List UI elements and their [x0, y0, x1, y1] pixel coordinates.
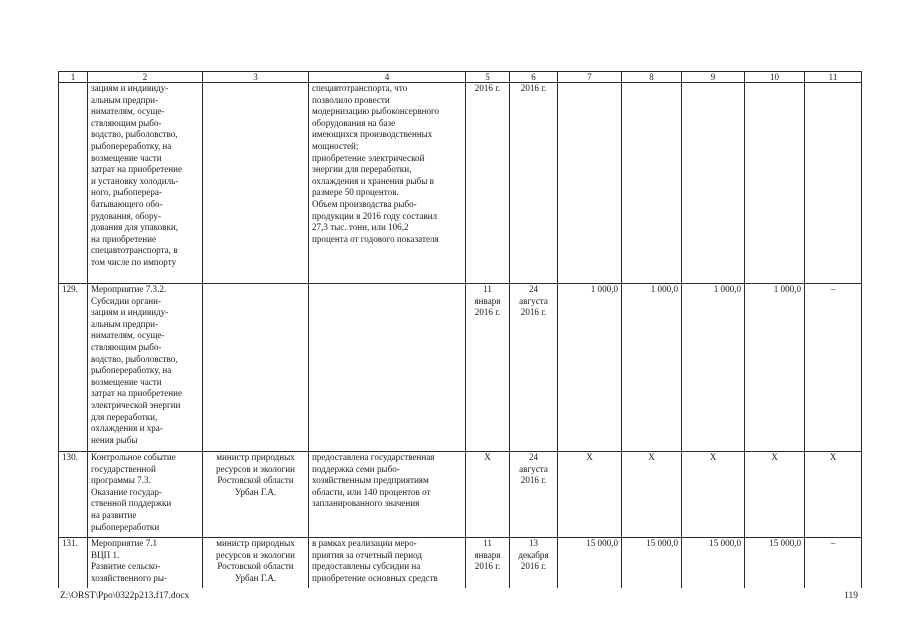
page-number: 119 — [844, 591, 858, 601]
value-col-10: 15 000,0 — [745, 538, 805, 588]
value-col-9: 15 000,0 — [682, 538, 745, 588]
column-header: 2 — [88, 72, 203, 83]
column-header: 6 — [510, 72, 558, 83]
value-col-9: Х — [682, 452, 745, 538]
column-number-header-row — [59, 72, 862, 83]
row-number: 130. — [59, 452, 88, 538]
row-number: 129. — [59, 284, 88, 452]
file-path: Z:\ORST\Ppo\0322p213.f17.docx — [60, 591, 190, 601]
table-row — [59, 284, 862, 452]
column-header: 5 — [466, 72, 510, 83]
value-col-11: Х — [805, 452, 862, 538]
row-number: 131. — [59, 538, 88, 588]
value-col-8 — [622, 83, 682, 284]
value-col-8: 15 000,0 — [622, 538, 682, 588]
result-description: предоставлена государственная поддержка семи рыбо- хозяйственным предприятиям области, или 140 процентов от запланированного значения — [309, 452, 466, 538]
value-col-7: 15 000,0 — [558, 538, 622, 588]
column-header: 1 — [59, 72, 88, 83]
actual-date: 24 августа 2016 г. — [510, 452, 558, 538]
responsible-person — [203, 284, 309, 452]
value-col-7 — [558, 83, 622, 284]
planned-date: 11 января 2016 г. — [466, 538, 510, 588]
column-header: 9 — [682, 72, 745, 83]
responsible-person — [203, 83, 309, 284]
planned-date: 11 января 2016 г. — [466, 284, 510, 452]
column-header: 11 — [805, 72, 862, 83]
row-number — [59, 83, 88, 284]
value-col-11: – — [805, 538, 862, 588]
planned-date: 2016 г. — [466, 83, 510, 284]
value-col-8: 1 000,0 — [622, 284, 682, 452]
responsible-person: министр природных ресурсов и экологии Ростовской области Урбан Г.А. — [203, 452, 309, 538]
result-description — [309, 284, 466, 452]
value-col-10: 1 000,0 — [745, 284, 805, 452]
value-col-7: 1 000,0 — [558, 284, 622, 452]
value-col-9: 1 000,0 — [682, 284, 745, 452]
report-table — [58, 71, 862, 588]
result-description: в рамках реализации меро- приятия за отчетный период предоставлены субсидии на приобретение основных средств — [309, 538, 466, 588]
measure-name: Мероприятие 7.3.2. Субсидии органи- зациям и индивиду- альным предпри- нимателям, осуще- ствляющим рыбо- водство, рыболовство, рыбопереработку, на возмещение части затрат на приобретение электрической энергии для переработки, охлаждения и хра- нения рыбы — [88, 284, 203, 452]
column-header: 10 — [745, 72, 805, 83]
value-col-7: Х — [558, 452, 622, 538]
actual-date: 2016 г. — [510, 83, 558, 284]
value-col-11 — [805, 83, 862, 284]
responsible-person: министр природных ресурсов и экологии Ростовской области Урбан Г.А. — [203, 538, 309, 588]
actual-date: 13 декабря 2016 г. — [510, 538, 558, 588]
value-col-10: Х — [745, 452, 805, 538]
column-header: 7 — [558, 72, 622, 83]
table-row — [59, 83, 862, 284]
measure-name: Мероприятие 7.1 ВЦП 1. Развитие сельско- хозяйственного ры- — [88, 538, 203, 588]
table-row — [59, 538, 862, 588]
actual-date: 24 августа 2016 г. — [510, 284, 558, 452]
table-row — [59, 452, 862, 538]
value-col-10 — [745, 83, 805, 284]
column-header: 4 — [309, 72, 466, 83]
value-col-8: Х — [622, 452, 682, 538]
column-header: 8 — [622, 72, 682, 83]
measure-name: Контрольное событие государственной программы 7.3. Оказание государ- ственной поддержки на развитие рыбопереработки — [88, 452, 203, 538]
value-col-11: – — [805, 284, 862, 452]
value-col-9 — [682, 83, 745, 284]
column-header: 3 — [203, 72, 309, 83]
result-description: спецавтотранспорта, что позволило провести модернизацию рыбоконсервного оборудования на базе имеющихся производственных мощностей; приобретение электрической энергии для переработки, охлаждения и хранения рыбы в размере 50 процентов. Объем производства рыбо- продукции в 2016 году составил 27,3 тыс. тонн, или 106,2 процента от годового показателя — [309, 83, 466, 284]
planned-date: Х — [466, 452, 510, 538]
measure-name: зациям и индивиду- альным предпри- нимателям, осуще- ствляющим рыбо- водство, рыболовство, рыбопереработку, на возмещение части затрат на приобретение и установку холодиль- ного, рыбоперера- батывающего обо- рудования, обору- дования для упаковки, на приобретение спецавтотранспорта, в том числе по импорту — [88, 83, 203, 284]
